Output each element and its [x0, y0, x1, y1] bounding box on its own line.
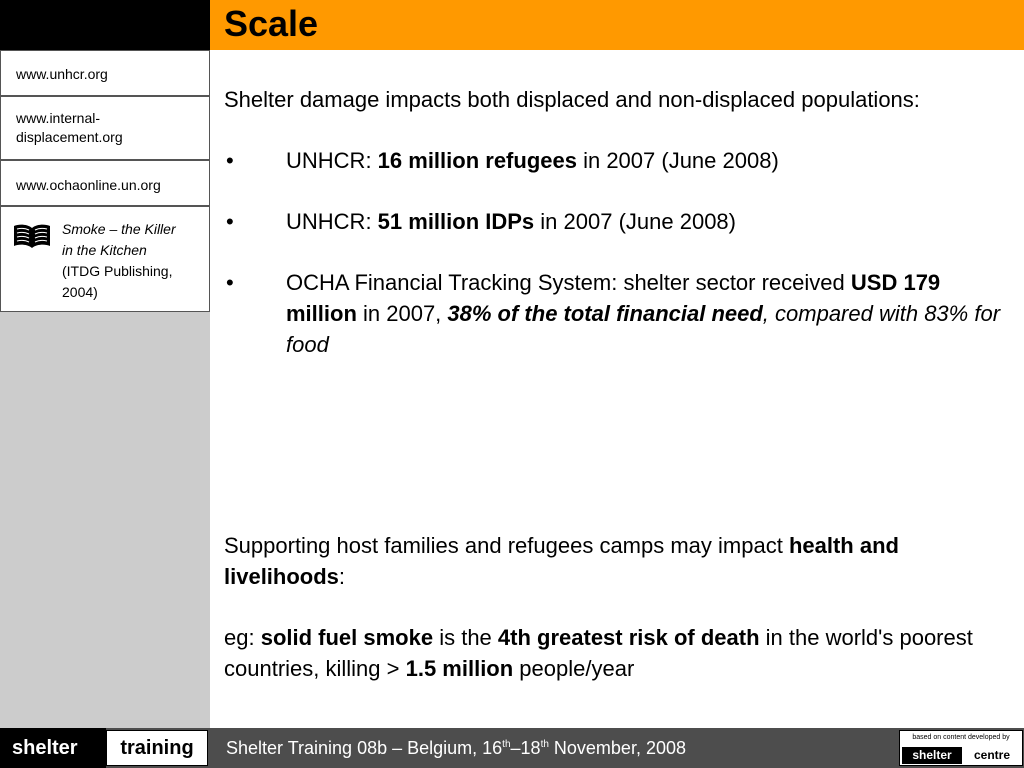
sidebar-link-label-line: displacement.org [16, 129, 123, 145]
sidebar [0, 50, 210, 728]
shelter-centre-badge [899, 730, 1023, 766]
book-publisher-line: (ITDG Publishing, [62, 263, 173, 279]
badge-shelter: shelter [902, 747, 962, 764]
body-text: is the [433, 625, 498, 650]
badge-caption: based on content developed by [912, 734, 1010, 741]
bullet-text: UNHCR: [286, 148, 378, 173]
body-text: Supporting host families and refugees camps may impact [224, 533, 789, 558]
badge-centre: centre [964, 747, 1020, 764]
body-text: people/year [513, 656, 635, 681]
body-text: : [338, 564, 346, 589]
intro-text: Shelter damage impacts both displaced and non-displaced populations: [224, 87, 920, 112]
bullet-symbol: • [226, 270, 234, 295]
footer [0, 728, 1024, 768]
body-text: in the world's poorest countries, killing > [224, 625, 973, 681]
body-emphasis: 4th greatest risk of death [497, 625, 760, 650]
footer-caption-text: Shelter Training 08b – Belgium, 16 [226, 738, 503, 758]
footer-superscript: th [540, 739, 549, 750]
host-families-text [224, 530, 1004, 592]
header-bar [210, 0, 1024, 50]
bullet-text: in 2007 (June 2008) [534, 209, 736, 234]
footer-logo-training: training [106, 730, 208, 766]
body-emphasis: solid fuel smoke [260, 625, 434, 650]
bullet-text: in 2007 (June 2008) [576, 148, 779, 173]
main-content [224, 84, 1004, 360]
header-black-block [0, 0, 210, 50]
book-publisher [62, 261, 206, 303]
footer-caption-text: November, 2008 [548, 738, 686, 758]
book-title [62, 219, 206, 261]
body-text: eg: [224, 625, 261, 650]
book-reference [0, 206, 210, 312]
bullet-symbol: • [226, 148, 234, 173]
bullet-emphasis: USD 179 million [286, 270, 941, 326]
sidebar-link-label-line: www.internal- [16, 110, 101, 126]
sidebar-link-ochaonline[interactable] [0, 160, 210, 206]
bullet-text: OCHA Financial Tracking System: shelter sector received [286, 270, 851, 295]
book-title-line: Smoke – the Killer [62, 221, 176, 237]
sidebar-link-label: www.unhcr.org [16, 66, 108, 82]
footer-caption [226, 728, 686, 768]
bullet-symbol: • [226, 209, 234, 234]
sidebar-link-label: www.ochaonline.un.org [16, 177, 161, 193]
book-title-line: in the Kitchen [62, 242, 147, 258]
lower-content [224, 530, 1004, 684]
example-text [224, 622, 1004, 684]
bullet-emphasis-italic: 38% of the total financial need [447, 301, 763, 326]
bullet-italic-text: , compared with 83% for food [286, 301, 1001, 357]
page-title: Scale [224, 3, 319, 44]
footer-caption-text: –18 [510, 738, 541, 758]
footer-logo-shelter: shelter [0, 728, 106, 768]
bullet-text: in 2007, [356, 301, 448, 326]
body-emphasis: health and livelihoods [224, 533, 899, 589]
open-book-icon [13, 223, 51, 249]
bullet-emphasis: 51 million IDPs [377, 209, 535, 234]
bullet-refugees [224, 145, 1004, 176]
bullet-ocha [224, 267, 1004, 360]
bullet-text: UNHCR: [286, 209, 378, 234]
bullet-emphasis: 16 million refugees [377, 148, 577, 173]
bullet-idps [224, 206, 1004, 237]
sidebar-link-internal-displacement[interactable] [0, 96, 210, 160]
book-publisher-line: 2004) [62, 284, 98, 300]
body-emphasis: 1.5 million [405, 656, 514, 681]
sidebar-link-unhcr[interactable] [0, 50, 210, 96]
footer-superscript: th [502, 739, 511, 750]
